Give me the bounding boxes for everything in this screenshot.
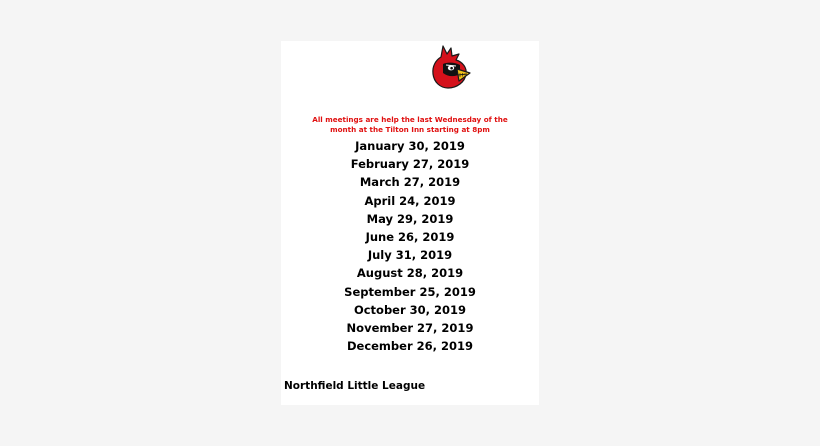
organization-name: Northfield Little League: [284, 380, 426, 392]
meeting-notice-line-1: All meetings are help the last Wednesday of the: [312, 115, 508, 124]
meeting-date: October 30, 2019: [353, 302, 467, 317]
meeting-date: September 25, 2019: [344, 284, 476, 299]
meeting-date: December 26, 2019: [346, 339, 474, 354]
meeting-notice: [281, 115, 539, 134]
cardinal-logo-icon: [429, 44, 471, 90]
meeting-date: April 24, 2019: [364, 193, 456, 208]
meeting-date: November 27, 2019: [346, 320, 474, 335]
meeting-dates-list: [281, 137, 539, 355]
meeting-date: May 29, 2019: [366, 211, 454, 226]
meeting-date: January 30, 2019: [355, 139, 465, 153]
document-page: [281, 41, 539, 405]
meeting-date: July 31, 2019: [367, 248, 453, 263]
meeting-date: August 28, 2019: [356, 266, 464, 281]
meeting-notice-line-2: month at the Tilton Inn starting at 8pm: [330, 124, 490, 134]
meeting-date: June 26, 2019: [365, 229, 455, 244]
meeting-date: March 27, 2019: [359, 175, 461, 190]
meeting-date: February 27, 2019: [350, 157, 470, 172]
